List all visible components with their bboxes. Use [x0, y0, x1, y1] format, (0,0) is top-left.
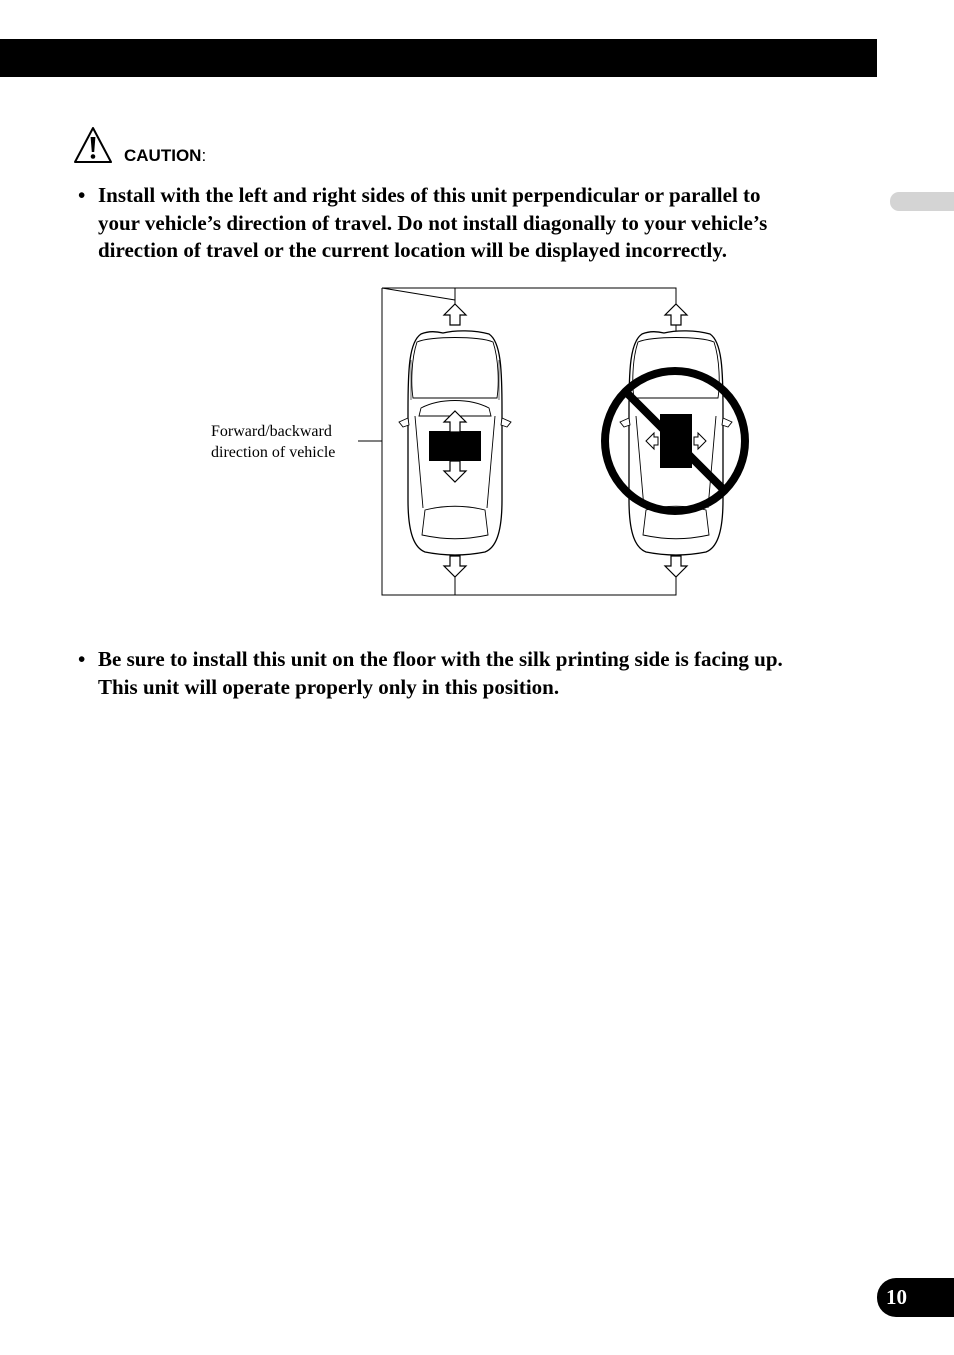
backward-arrow-icon: [444, 556, 466, 577]
bullet-text-line: direction of travel or the current location will be displayed incorrectly.: [98, 238, 727, 262]
installation-diagram: [200, 280, 760, 610]
diagram-label: Forward/backward direction of vehicle: [211, 423, 336, 461]
bullet-text-line: your vehicle’s direction of travel. Do not install diagonally to your vehicle’s: [98, 210, 768, 235]
diagram-art: [200, 280, 760, 610]
caution-label: CAUTION:: [124, 146, 207, 165]
bullet-item: [78, 182, 858, 265]
forward-arrow-icon: [444, 304, 466, 325]
bullet-marker: •: [78, 647, 86, 671]
bullet-marker: •: [78, 183, 86, 207]
car-correct: [399, 331, 511, 555]
unit-block: [429, 431, 481, 461]
bullet-text-line: This unit will operate properly only in this position.: [98, 674, 560, 699]
bullet-text-line: Install with the left and right sides of this unit perpendicular or parallel to: [98, 183, 761, 207]
bullet-item: [78, 646, 868, 701]
section-tab: [890, 192, 954, 211]
header-bar: [0, 39, 877, 77]
warning-triangle-icon: [72, 125, 114, 167]
page-number: 10: [877, 1278, 954, 1317]
bullet-text-line: Be sure to install this unit on the floor with the silk printing side is facing up.: [98, 647, 783, 671]
